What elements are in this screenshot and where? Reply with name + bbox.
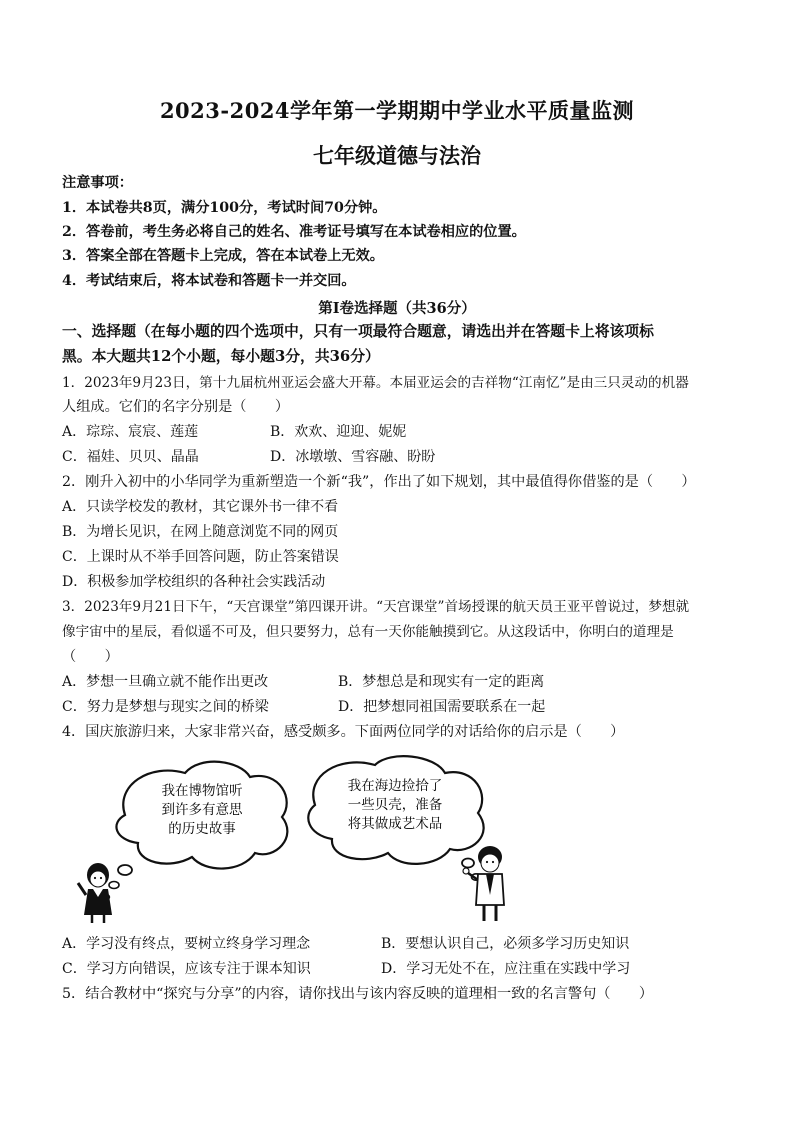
exam-title: 2023-2024学年第一学期期中学业水平质量监测 — [159, 98, 635, 123]
q4-option-b: B．要想认识自己，必须多学习历史知识 — [381, 936, 630, 952]
q4-illustration — [70, 755, 520, 925]
q1-option-b: B．欢欢、迎迎、妮妮 — [270, 424, 407, 440]
section-title: 第Ⅰ卷选择题（共36分） — [318, 300, 476, 317]
bubble-left-line-3: 的历史故事 — [168, 821, 236, 837]
q2-option-c: C．上课时从不举手回答问题，防止答案错误 — [62, 549, 339, 565]
q1-option-d: D．冰墩墩、雪容融、盼盼 — [270, 449, 436, 465]
q1-stem-line-1: 1．2023年9月23日，第十九届杭州亚运会盛大开幕。本届亚运会的吉祥物“江南忆”是由三只灵动的机器 — [62, 375, 689, 391]
q3-option-d: D．把梦想同祖国需要联系在一起 — [338, 699, 546, 715]
q4-option-c: C．学习方向错误，应该专注于课本知识 — [62, 961, 311, 977]
note-item-2: 2．答卷前，考生务必将自己的姓名、准考证号填写在本试卷相应的位置。 — [62, 224, 526, 240]
q1-stem-line-2: 人组成。它们的名字分别是（ ） — [62, 399, 290, 415]
q4-option-d: D．学习无处不在，应注重在实践中学习 — [381, 961, 631, 977]
part-intro-line-1: 一、选择题（在每小题的四个选项中，只有一项最符合题意，请选出并在答题卡上将该项标 — [62, 323, 654, 340]
q3-option-a: A．梦想一旦确立就不能作出更改 — [62, 674, 269, 690]
student-girl-figure — [78, 863, 112, 923]
thought-bubble-left — [103, 762, 288, 900]
bubble-left-line-2: 到许多有意思 — [161, 802, 243, 818]
bubble-right-line-1: 我在海边捡拾了 — [347, 778, 443, 794]
student-boy-figure — [463, 846, 504, 921]
q3-option-b: B．梦想总是和现实有一定的距离 — [338, 674, 545, 690]
q1-option-a: A．琮琮、宸宸、莲莲 — [62, 424, 199, 440]
thought-bubble-right — [308, 756, 483, 880]
q2-stem: 2．刚升入初中的小华同学为重新塑造一个新“我”，作出了如下规划，其中最值得你借鉴的是（ ） — [62, 474, 696, 490]
bubble-left-line-1: 我在博物馆听 — [161, 783, 243, 799]
q2-option-d: D．积极参加学校组织的各种社会实践活动 — [62, 574, 326, 590]
note-item-3: 3．答案全部在答题卡上完成，答在本试卷上无效。 — [62, 248, 384, 264]
q4-stem: 4．国庆旅游归来，大家非常兴奋，感受颇多。下面两位同学的对话给你的启示是（ ） — [62, 724, 625, 740]
q1-option-c: C．福娃、贝贝、晶晶 — [62, 449, 199, 465]
q3-stem-line-3: （ ） — [62, 649, 119, 665]
q3-stem-line-1: 3．2023年9月21日下午，“天宫课堂”第四课开讲。“天宫课堂”首场授课的航天员王亚平曾说过，梦想就 — [62, 599, 690, 615]
note-item-4: 4．考试结束后，将本试卷和答题卡一并交回。 — [62, 273, 356, 289]
exam-subtitle: 七年级道德与法治 — [313, 143, 481, 168]
bubble-right-line-2: 一些贝壳，准备 — [347, 797, 443, 813]
part-intro-line-2: 黑。本大题共12个小题，每小题3分，共36分） — [62, 348, 380, 365]
q4-option-a: A．学习没有终点，要树立终身学习理念 — [62, 936, 311, 952]
q2-option-b: B．为增长见识，在网上随意浏览不同的网页 — [62, 524, 339, 540]
q5-stem: 5．结合教材中“探究与分享”的内容，请你找出与该内容反映的道理相一致的名言警句（ ） — [62, 986, 654, 1002]
note-item-1: 1．本试卷共8页，满分100分，考试时间70分钟。 — [62, 200, 387, 216]
q3-option-c: C．努力是梦想与现实之间的桥梁 — [62, 699, 269, 715]
notes-heading: 注意事项： — [62, 175, 133, 191]
q2-option-a: A．只读学校发的教材，其它课外书一律不看 — [62, 499, 339, 515]
bubble-right-line-3: 将其做成艺术品 — [347, 816, 443, 832]
q3-stem-line-2: 像宇宙中的星辰，看似遥不可及，但只要努力，总有一天你能触摸到它。从这段话中，你明白的道理是 — [62, 624, 674, 640]
